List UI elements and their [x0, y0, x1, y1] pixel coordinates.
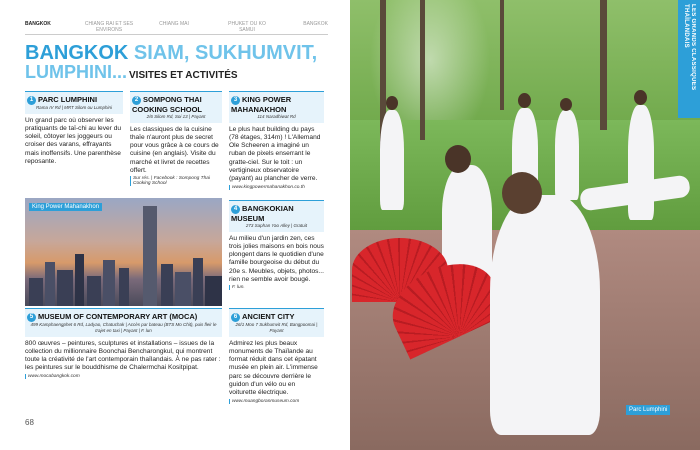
card-title: SOMPONG THAI COOKING SCHOOL — [132, 95, 203, 114]
card-description: Les classiques de la cuisine thaïe n'auront plus de secret pour vous grâce à ce cours de cuisine (en anglais). Visite du marché et livret de recettes offert. — [130, 125, 219, 174]
tai-chi-practitioner — [490, 195, 600, 435]
nav-item-phuket[interactable]: PHUKET OU KO SAMUI — [228, 21, 266, 33]
card-address: 26/1 Moo 7 Sukhumvit Rd, Bangpoomai | Payant — [235, 321, 318, 333]
number-badge: 2 — [132, 96, 141, 105]
card-description: Un grand parc où observer les pratiquants de taï-chi au lever du soleil, côtoyer les joggeurs ou croiser des varans, effrayants mais inoffensifs. Une parenthèse reposante. — [25, 116, 122, 165]
title-rest2: LUMPHINI... — [25, 62, 127, 82]
card-info: F. lun. — [229, 285, 324, 290]
card-address: 2/6 Silom Rd, Soi 13 | Payant — [146, 113, 206, 119]
page-title — [25, 42, 330, 64]
photo-parc-lumphini — [350, 0, 700, 450]
number-badge: 3 — [231, 96, 240, 105]
card-sompong-cooking — [130, 91, 222, 186]
side-tab: LES GRANDS CLASSIQUES THAÏLANDAIS — [678, 0, 700, 118]
title-city: BANGKOK — [25, 42, 129, 64]
card-address: 273 Saphan Yao Alley | Gratuit — [245, 222, 308, 228]
photo-caption: King Power Mahanakhon — [29, 203, 102, 211]
card-king-power — [229, 91, 324, 190]
card-title: KING POWER MAHANAKHON — [231, 95, 292, 114]
page-number: 68 — [25, 418, 34, 427]
card-bangkokian-museum — [229, 200, 324, 290]
card-website[interactable]: www.kingpowermahanakhon.co.th — [229, 185, 324, 190]
mahanakhon-tower — [143, 206, 157, 306]
page-subtitle: VISITES ET ACTIVITÉS — [129, 70, 238, 81]
card-website[interactable]: www.muangboranmuseum.com — [229, 399, 324, 404]
card-parc-lumphini — [25, 91, 123, 166]
card-description: Admirez les plus beaux monuments de Thaïlande au format réduit dans cet épatant musée en plein air. L'immense parc se découvre derrière le guidon d'un vélo ou en voiturette électrique. — [229, 339, 318, 397]
nav-divider — [25, 34, 328, 35]
card-title: ANCIENT CITY — [242, 312, 295, 321]
card-title: PARC LUMPHINI — [38, 95, 98, 104]
card-title: BANGKOKIAN MUSEUM — [231, 204, 294, 223]
title-rest1: SIAM, SUKHUMVIT, — [128, 42, 318, 64]
page-title-line2 — [25, 64, 330, 84]
chapter-nav — [25, 20, 328, 34]
number-badge: 4 — [231, 205, 240, 214]
nav-item-bangkok[interactable]: BANGKOK — [25, 21, 51, 27]
card-description: Au milieu d'un jardin zen, ces trois jolies maisons en bois nous plongent dans le quotidien d'une famille bourgeoise du début du 20e s. Meubles, objets, photos... rien ne semble avoir bougé. — [229, 234, 324, 283]
number-badge: 1 — [27, 96, 36, 105]
nav-item-bangkok-end[interactable]: BANGKOK — [303, 21, 328, 27]
number-badge: 5 — [27, 313, 36, 322]
number-badge: 6 — [231, 313, 240, 322]
card-description: 800 œuvres – peintures, sculptures et installations – issues de la collection du millionnaire Boonchai Bencharongkul, qui montrent toute la créativité de l'art contemporain thaïlandais. À ne pas rater : les peintures sur le bouddhisme de Chalermchai Kositpipat. — [25, 339, 221, 372]
nav-item-chiang-rai[interactable]: CHIANG RAI ET SES ENVIRONS — [84, 21, 134, 33]
card-info: Sur rés. | Facebook : Sompong Thai Cooking School — [130, 176, 222, 186]
card-title: MUSEUM OF CONTEMPORARY ART (MOCA) — [38, 312, 198, 321]
photo-king-power — [25, 198, 222, 306]
card-ancient-city — [229, 308, 324, 404]
photo-caption: Parc Lumphini — [626, 405, 670, 415]
card-website[interactable]: www.mocabangkok.com — [25, 374, 222, 379]
card-description: Le plus haut building du pays (78 étages, 314m) ! L'Allemand Ole Scheeren a imaginé un ruban de pixels enserrant le gratte-ciel. Sur le toit : un vertigineux observatoire (payant) au plancher de verre. — [229, 125, 321, 183]
card-address: 499 Kamphaengphet 6 Rd, Ladyao, Chatuchak | Accès par bateau (BTS Mo Chit), puis fleir le trajet en taxi | Payant | F. lun — [30, 321, 217, 333]
card-address: Rama IV Rd | MRT Silom ou Lumphini — [35, 104, 113, 110]
card-moca — [25, 308, 222, 379]
card-address: 114 Naradhiwat Rd — [257, 113, 296, 119]
nav-item-chiang-mai[interactable]: CHIANG MAI — [159, 21, 189, 27]
